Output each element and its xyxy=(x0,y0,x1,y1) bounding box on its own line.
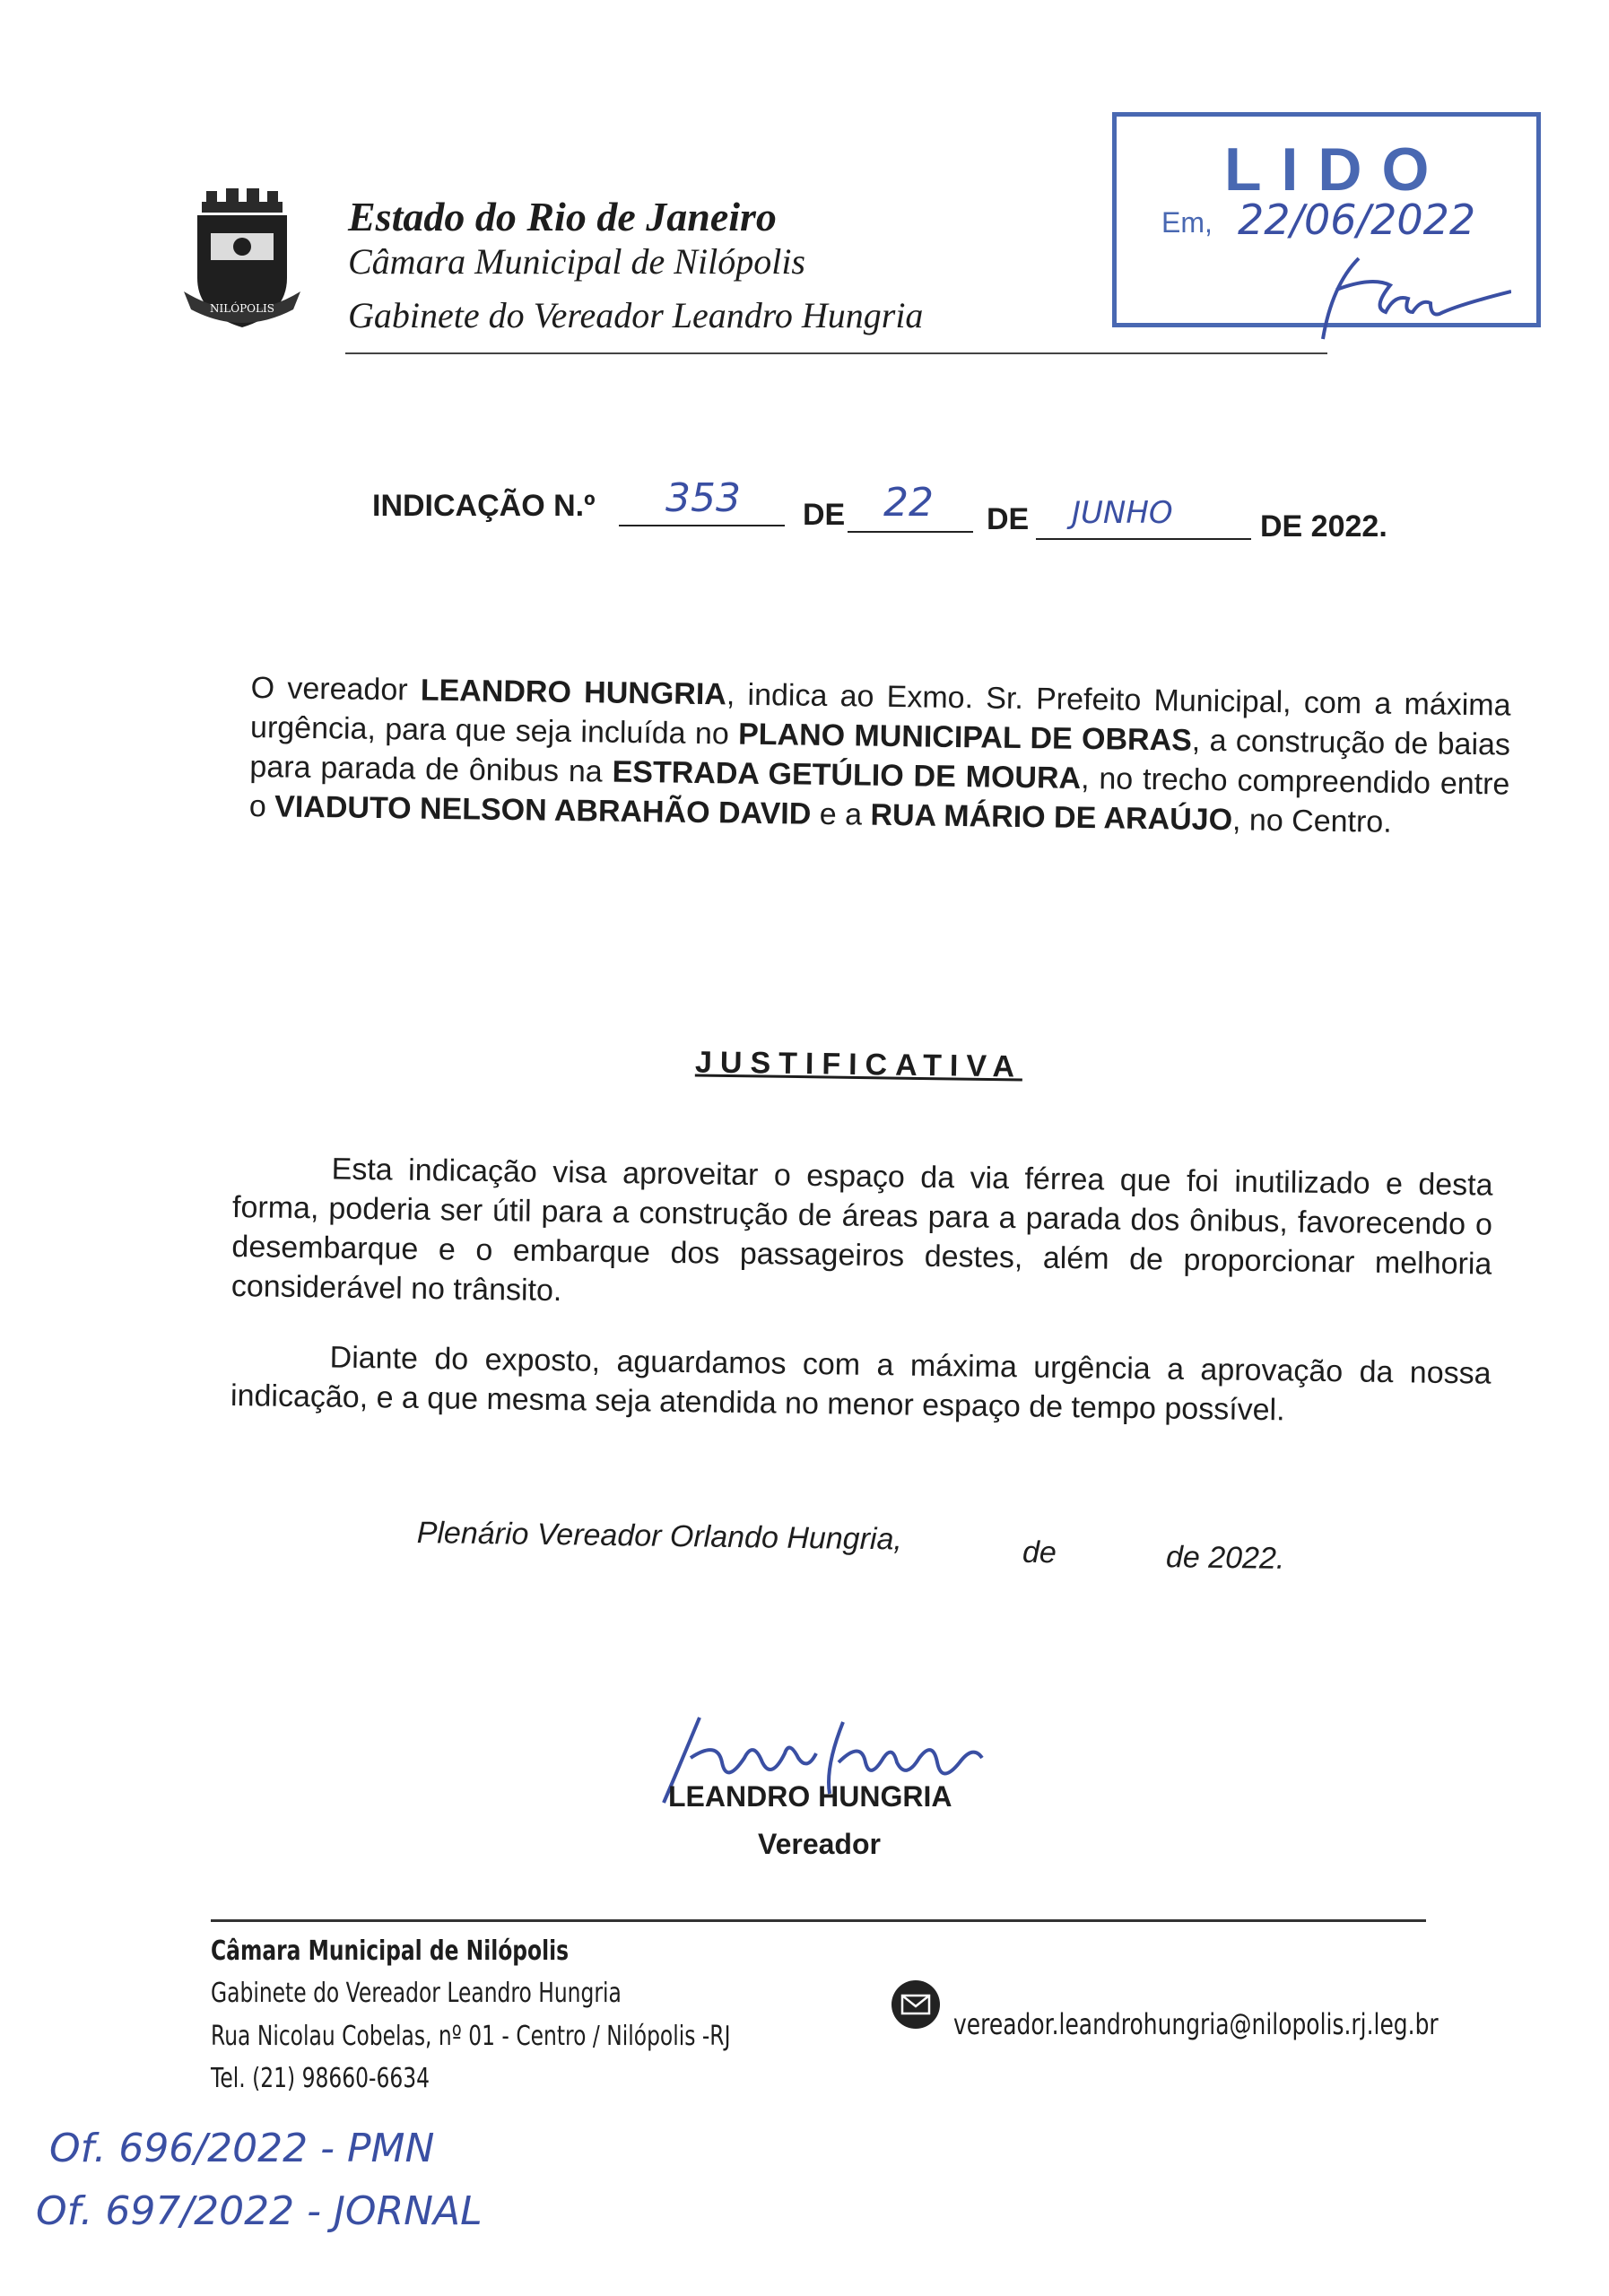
number-line xyxy=(619,525,785,526)
municipal-crest-icon xyxy=(175,184,309,345)
closing-year: de 2022. xyxy=(1165,1540,1285,1576)
text-run: , a construção de baias para parada de ônibus na xyxy=(249,723,1511,789)
crest-text: NILÓPOLIS xyxy=(210,302,274,315)
text-run: e a xyxy=(811,796,871,832)
received-stamp xyxy=(1112,112,1541,327)
text-run: , indica ao Exmo. Sr. Prefeito Municipal, com a máxima urgência, para que seja incluída no xyxy=(249,677,1511,752)
footer-email: vereador.leandrohungria@nilopolis.rj.leg.br xyxy=(953,2007,1439,2041)
month-line xyxy=(1036,538,1251,540)
footer-address: Rua Nicolau Cobelas, nº 01 - Centro / Nilópolis -RJ xyxy=(211,2021,731,2052)
justification-title: JUSTIFICATIVA xyxy=(694,1045,1023,1084)
bold-run: ESTRADA GETÚLIO DE MOURA xyxy=(612,754,1082,796)
signer-name: LEANDRO HUNGRIA xyxy=(668,1780,952,1813)
text-run: , no trecho compreendido entre o xyxy=(248,761,1510,824)
closing-place: Plenário Vereador Orlando Hungria, xyxy=(416,1516,903,1557)
text-run: O vereador xyxy=(250,670,422,708)
day-line xyxy=(848,531,973,533)
justification-paragraph-2: Diante do exposto, aguardamos com a máxima urgência a aprovação da nossa indicação, e a que mesma seja atendida no menor espaço de tempo possível. xyxy=(230,1340,1492,1428)
stamp-date: 22/06/2022 xyxy=(1238,196,1476,244)
indication-label: INDICAÇÃO N.º xyxy=(372,489,596,523)
signer-role: Vereador xyxy=(758,1828,881,1860)
closing-de: de xyxy=(1022,1535,1057,1570)
indication-number: 353 xyxy=(665,475,741,521)
header-office: Gabinete do Vereador Leandro Hungria xyxy=(348,295,924,335)
footer-phone: Tel. (21) 98660-6634 xyxy=(211,2063,431,2094)
footer-divider xyxy=(211,1919,1426,1922)
indication-paragraph xyxy=(249,668,1511,844)
justification-paragraph-1: Esta indicação visa aproveitar o espaço da via férrea que foi inutilizado e desta forma, poderia ser útil para a construção de áreas para a parada dos ônibus, favorecendo o desembarque e o embarque dos passageiros destes, além de proporcionar melhoria considerável no trânsito. xyxy=(230,1152,1493,1309)
footer-office: Gabinete do Vereador Leandro Hungria xyxy=(211,1978,622,2009)
indication-day: 22 xyxy=(883,480,934,526)
header-chamber: Câmara Municipal de Nilópolis xyxy=(348,241,805,282)
email-icon xyxy=(891,1979,941,2030)
indication-month: JUNHO xyxy=(1072,495,1173,531)
text-run: , no Centro. xyxy=(1231,803,1392,839)
stamp-title: LIDO xyxy=(1224,135,1449,204)
header-divider xyxy=(345,352,1327,354)
indication-de-2: DE xyxy=(987,502,1030,536)
indication-de-1: DE xyxy=(803,498,846,532)
office-ref-1: Of. 696/2022 - PMN xyxy=(49,2126,435,2171)
bold-run: PLANO MUNICIPAL DE OBRAS xyxy=(737,717,1193,758)
header-state: Estado do Rio de Janeiro xyxy=(348,194,777,239)
indication-year: DE 2022. xyxy=(1260,509,1387,544)
footer-chamber: Câmara Municipal de Nilópolis xyxy=(211,1935,570,1967)
stamp-signature-icon xyxy=(1251,249,1511,348)
bold-run: LEANDRO HUNGRIA xyxy=(420,673,727,712)
bold-run: RUA MÁRIO DE ARAÚJO xyxy=(870,797,1233,838)
office-ref-2: Of. 697/2022 - JORNAL xyxy=(36,2188,483,2234)
stamp-em-label: Em, xyxy=(1161,206,1213,239)
bold-run: VIADUTO NELSON ABRAHÃO DAVID xyxy=(274,789,812,831)
